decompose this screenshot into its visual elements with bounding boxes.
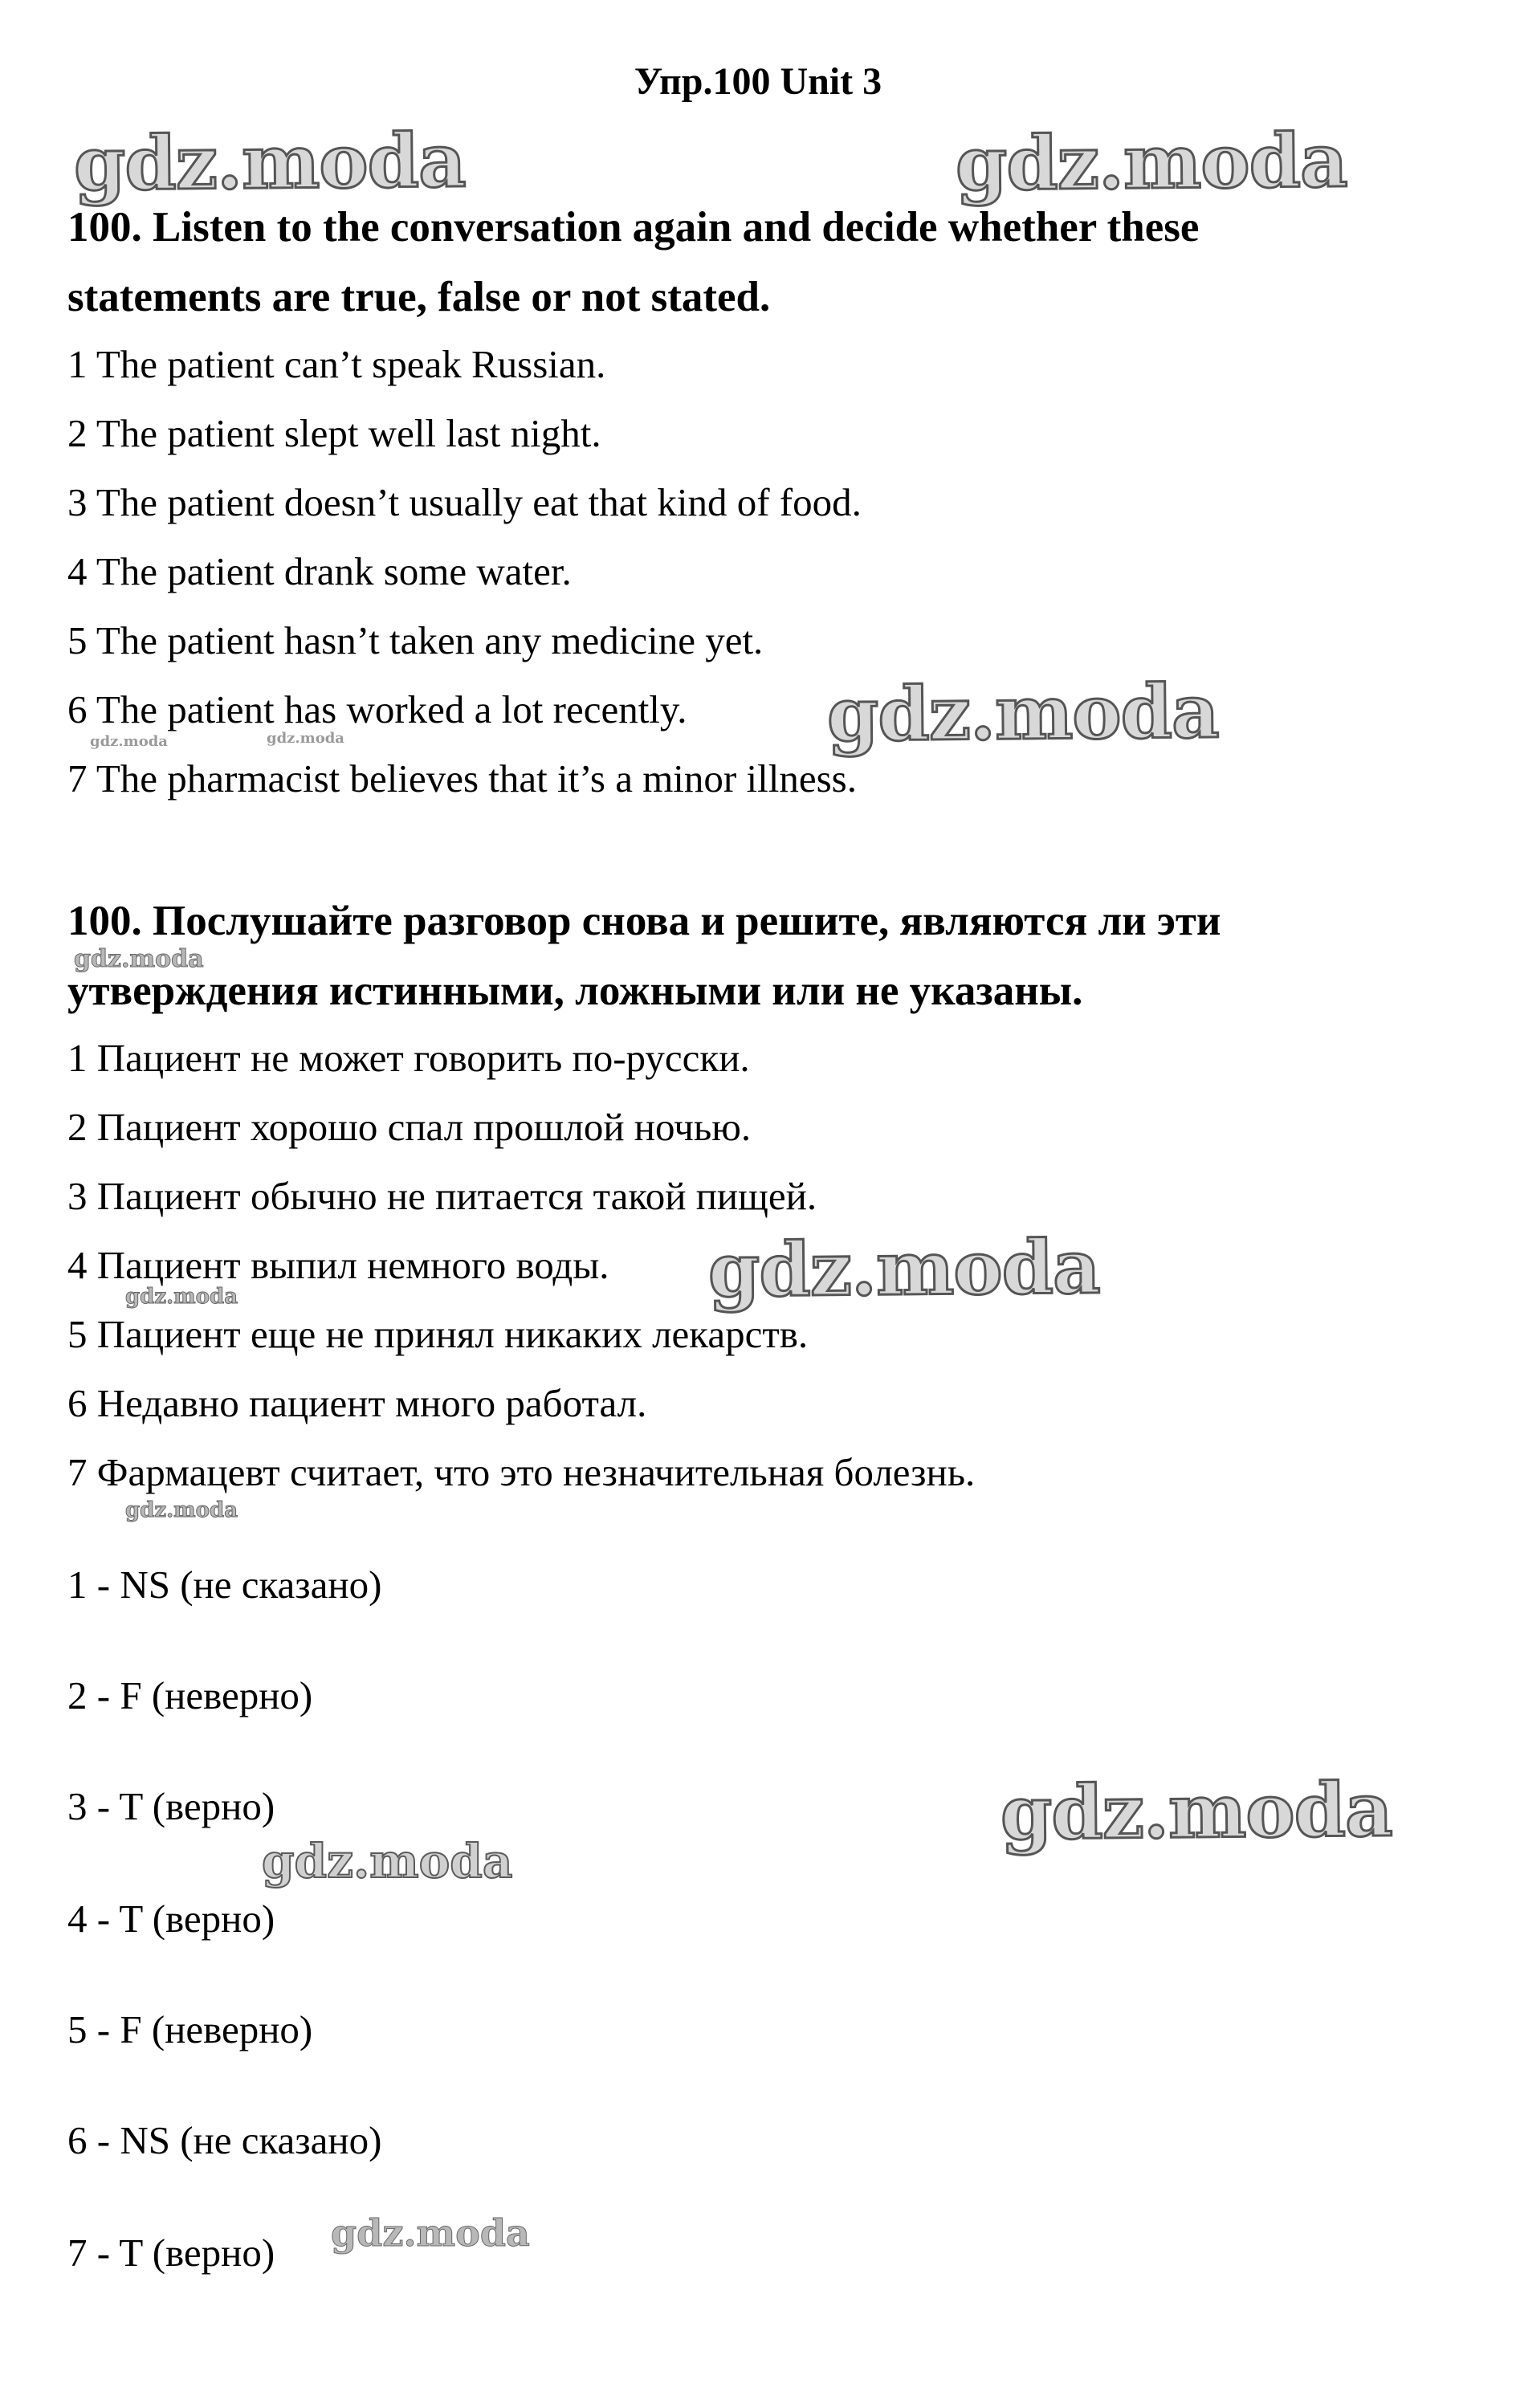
russian-item-3: 3 Пациент обычно не питается такой пищей. [67,1174,817,1218]
russian-item-4: 4 Пациент выпил немного воды. [67,1243,609,1287]
watermark-russian-item-5: gdz.moda [125,1285,238,1309]
english-heading-line-1: 100. Listen to the conversation again and decide whether these [67,204,1200,251]
english-heading-line-2: statements are true, false or not stated. [67,274,771,320]
english-item-4: 4 The patient drank some water. [67,549,572,593]
watermark-answer-7: gdz.moda [331,2211,530,2255]
watermark-tiny-2: gdz.moda [267,730,344,747]
watermark-english-item-6: gdz.moda [826,667,1220,759]
answer-4: 4 - T (верно) [67,1897,275,1941]
answer-1: 1 - NS (не сказано) [67,1563,382,1607]
watermark-answer-3: gdz.moda [262,1834,513,1889]
answer-3: 3 - T (верно) [67,1784,275,1828]
watermark-top-right: gdz.moda [955,116,1348,208]
russian-item-2: 2 Пациент хорошо спал прошлой ночью. [67,1105,752,1149]
russian-task-heading [67,886,1432,1026]
russian-item-5: 5 Пациент еще не принял никаких лекарств. [67,1312,809,1356]
russian-item-1: 1 Пациент не может говорить по-русски. [67,1036,750,1080]
english-item-7: 7 The pharmacist believes that it’s a minor illness. [67,756,857,801]
answer-7: 7 - T (верно) [67,2231,275,2275]
watermark-russian-heading: gdz.moda [74,945,204,973]
watermark-tiny-1: gdz.moda [90,733,168,750]
english-task-heading [67,193,1432,332]
russian-heading-line-2: утверждения истинными, ложными или не указаны. [67,968,1083,1014]
russian-item-7: 7 Фармацевт считает, что это незначительная болезнь. [67,1450,976,1494]
watermark-russian-item-4: gdz.moda [707,1223,1101,1314]
answer-6: 6 - NS (не сказано) [67,2118,382,2162]
watermark-russian-item-7: gdz.moda [125,1498,238,1522]
english-item-5: 5 The patient hasn’t taken any medicine yet. [67,618,764,662]
english-item-6: 6 The patient has worked a lot recently. [67,687,687,731]
answer-5: 5 - F (неверно) [67,2007,313,2051]
english-item-3: 3 The patient doesn’t usually eat that kind of food. [67,480,862,524]
watermark-top-left: gdz.moda [73,116,467,208]
english-item-2: 2 The patient slept well last night. [67,411,601,455]
page-title: Упр.100 Unit 3 [634,60,882,103]
english-item-1: 1 The patient can’t speak Russian. [67,342,606,386]
watermark-answers-right: gdz.moda [1000,1766,1393,1857]
russian-item-6: 6 Недавно пациент много работал. [67,1381,647,1425]
answer-2: 2 - F (неверно) [67,1673,313,1717]
russian-heading-line-1: 100. Послушайте разговор снова и решите, являются ли эти [67,898,1221,944]
